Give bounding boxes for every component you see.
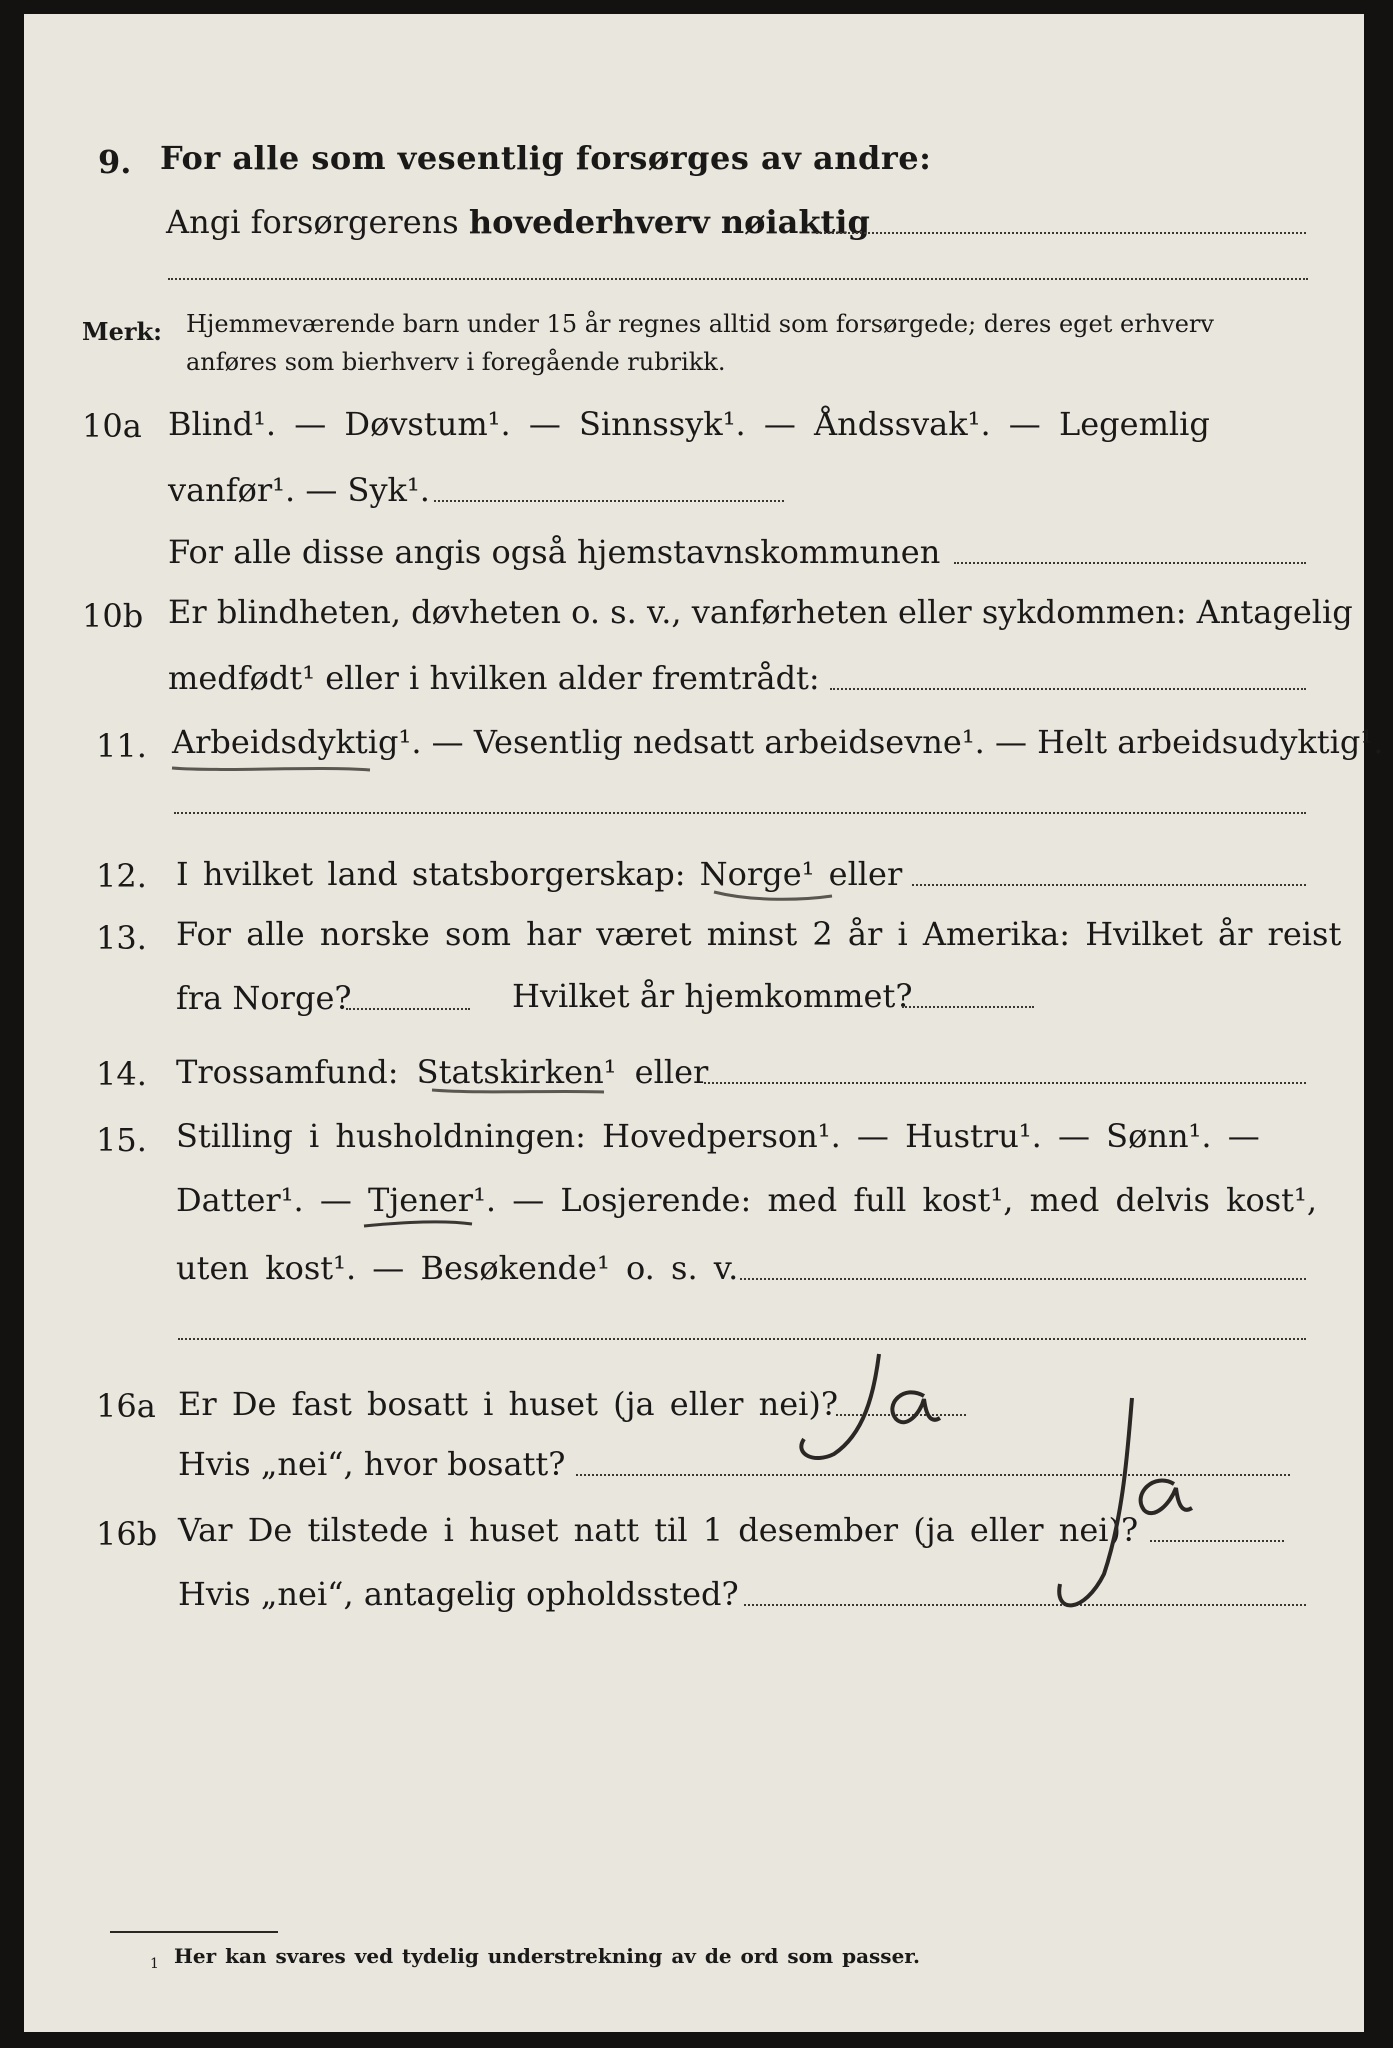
ja-16b-a — [1141, 1481, 1192, 1514]
q15-number: 15. — [96, 1121, 147, 1159]
q16b-number: 16b — [96, 1515, 158, 1553]
q16a-line-2: Hvis „nei“, hvor bosatt? — [178, 1445, 566, 1483]
q11-number: 11. — [96, 727, 147, 765]
q10a-line-3: For alle disse angis også hjemstavnskommunen — [168, 533, 941, 571]
q10b-line-2: medfødt¹ eller i hvilken alder fremtrådt: — [168, 659, 820, 697]
ja-16a-a — [892, 1392, 940, 1422]
q9-text-b: hovederhverv nøiaktig — [468, 203, 870, 241]
q14-line-1: Trossamfund: Statskirken¹ eller — [176, 1053, 709, 1091]
footnote-marker: 1 — [150, 1956, 159, 1972]
underline-tjener — [364, 1222, 472, 1226]
merk-line-1: Hjemmeværende barn under 15 år regnes alltid som forsørgede; deres eget erhverv — [186, 310, 1214, 338]
q15-line-3: uten kost¹. — Besøkende¹ o. s. v. — [176, 1249, 739, 1287]
q9-text-a: Angi forsørgerens — [166, 203, 469, 241]
underline-norge — [714, 892, 832, 899]
q16b-line-1: Var De tilstede i huset natt til 1 desember (ja eller nei)? — [178, 1511, 1139, 1549]
q16a-number: 16a — [96, 1387, 156, 1425]
q10a-line-1: Blind¹. — Døvstum¹. — Sinnssyk¹. — Åndssvak¹. — Legemlig — [168, 405, 1210, 443]
q10a-line-2: vanfør¹. — Syk¹. — [168, 471, 430, 509]
underline-statskirken — [432, 1090, 604, 1092]
q15-line-2: Datter¹. — Tjener¹. — Losjerende: med full kost¹, med delvis kost¹, — [176, 1181, 1318, 1219]
q14-number: 14. — [96, 1055, 147, 1093]
ja-16b-j — [1059, 1398, 1132, 1605]
merk-line-2: anføres som bierhverv i foregående rubrikk. — [186, 348, 726, 376]
q13-number: 13. — [96, 919, 147, 957]
q13-line-2a: fra Norge? — [176, 979, 352, 1017]
census-form-page — [24, 14, 1384, 2032]
q13-line-2b: Hvilket år hjemkommet? — [512, 977, 913, 1015]
q12-line-1: I hvilket land statsborgerskap: Norge¹ eller — [176, 855, 903, 893]
q9-heading: For alle som vesentlig forsørges av andre: — [160, 139, 932, 177]
handwriting-layer — [24, 14, 1364, 2032]
ja-16a-j — [801, 1354, 879, 1458]
q9-number: 9. — [98, 143, 132, 181]
q11-line-1: Arbeidsdyktig¹. — Vesentlig nedsatt arbeidsevne¹. — Helt arbeidsudyktig¹. — [172, 723, 1384, 761]
q16b-line-2: Hvis „nei“, antagelig opholdssted? — [178, 1575, 739, 1613]
q12-number: 12. — [96, 857, 147, 895]
q10a-number: 10a — [82, 407, 142, 445]
q15-line-1: Stilling i husholdningen: Hovedperson¹. — Hustru¹. — Sønn¹. — — [176, 1117, 1260, 1155]
merk-label: Merk: — [82, 317, 162, 346]
q16a-line-1: Er De fast bosatt i huset (ja eller nei)? — [178, 1385, 839, 1423]
q13-line-1: For alle norske som har været minst 2 år i Amerika: Hvilket år reist — [176, 915, 1342, 953]
q10b-number: 10b — [82, 597, 144, 635]
underline-arbeidsdyktig — [172, 768, 370, 770]
q10b-line-1: Er blindheten, døvheten o. s. v., vanførheten eller sykdommen: Antagelig — [168, 593, 1353, 631]
footnote-text: Her kan svares ved tydelig understrekning av de ord som passer. — [174, 1944, 920, 1968]
